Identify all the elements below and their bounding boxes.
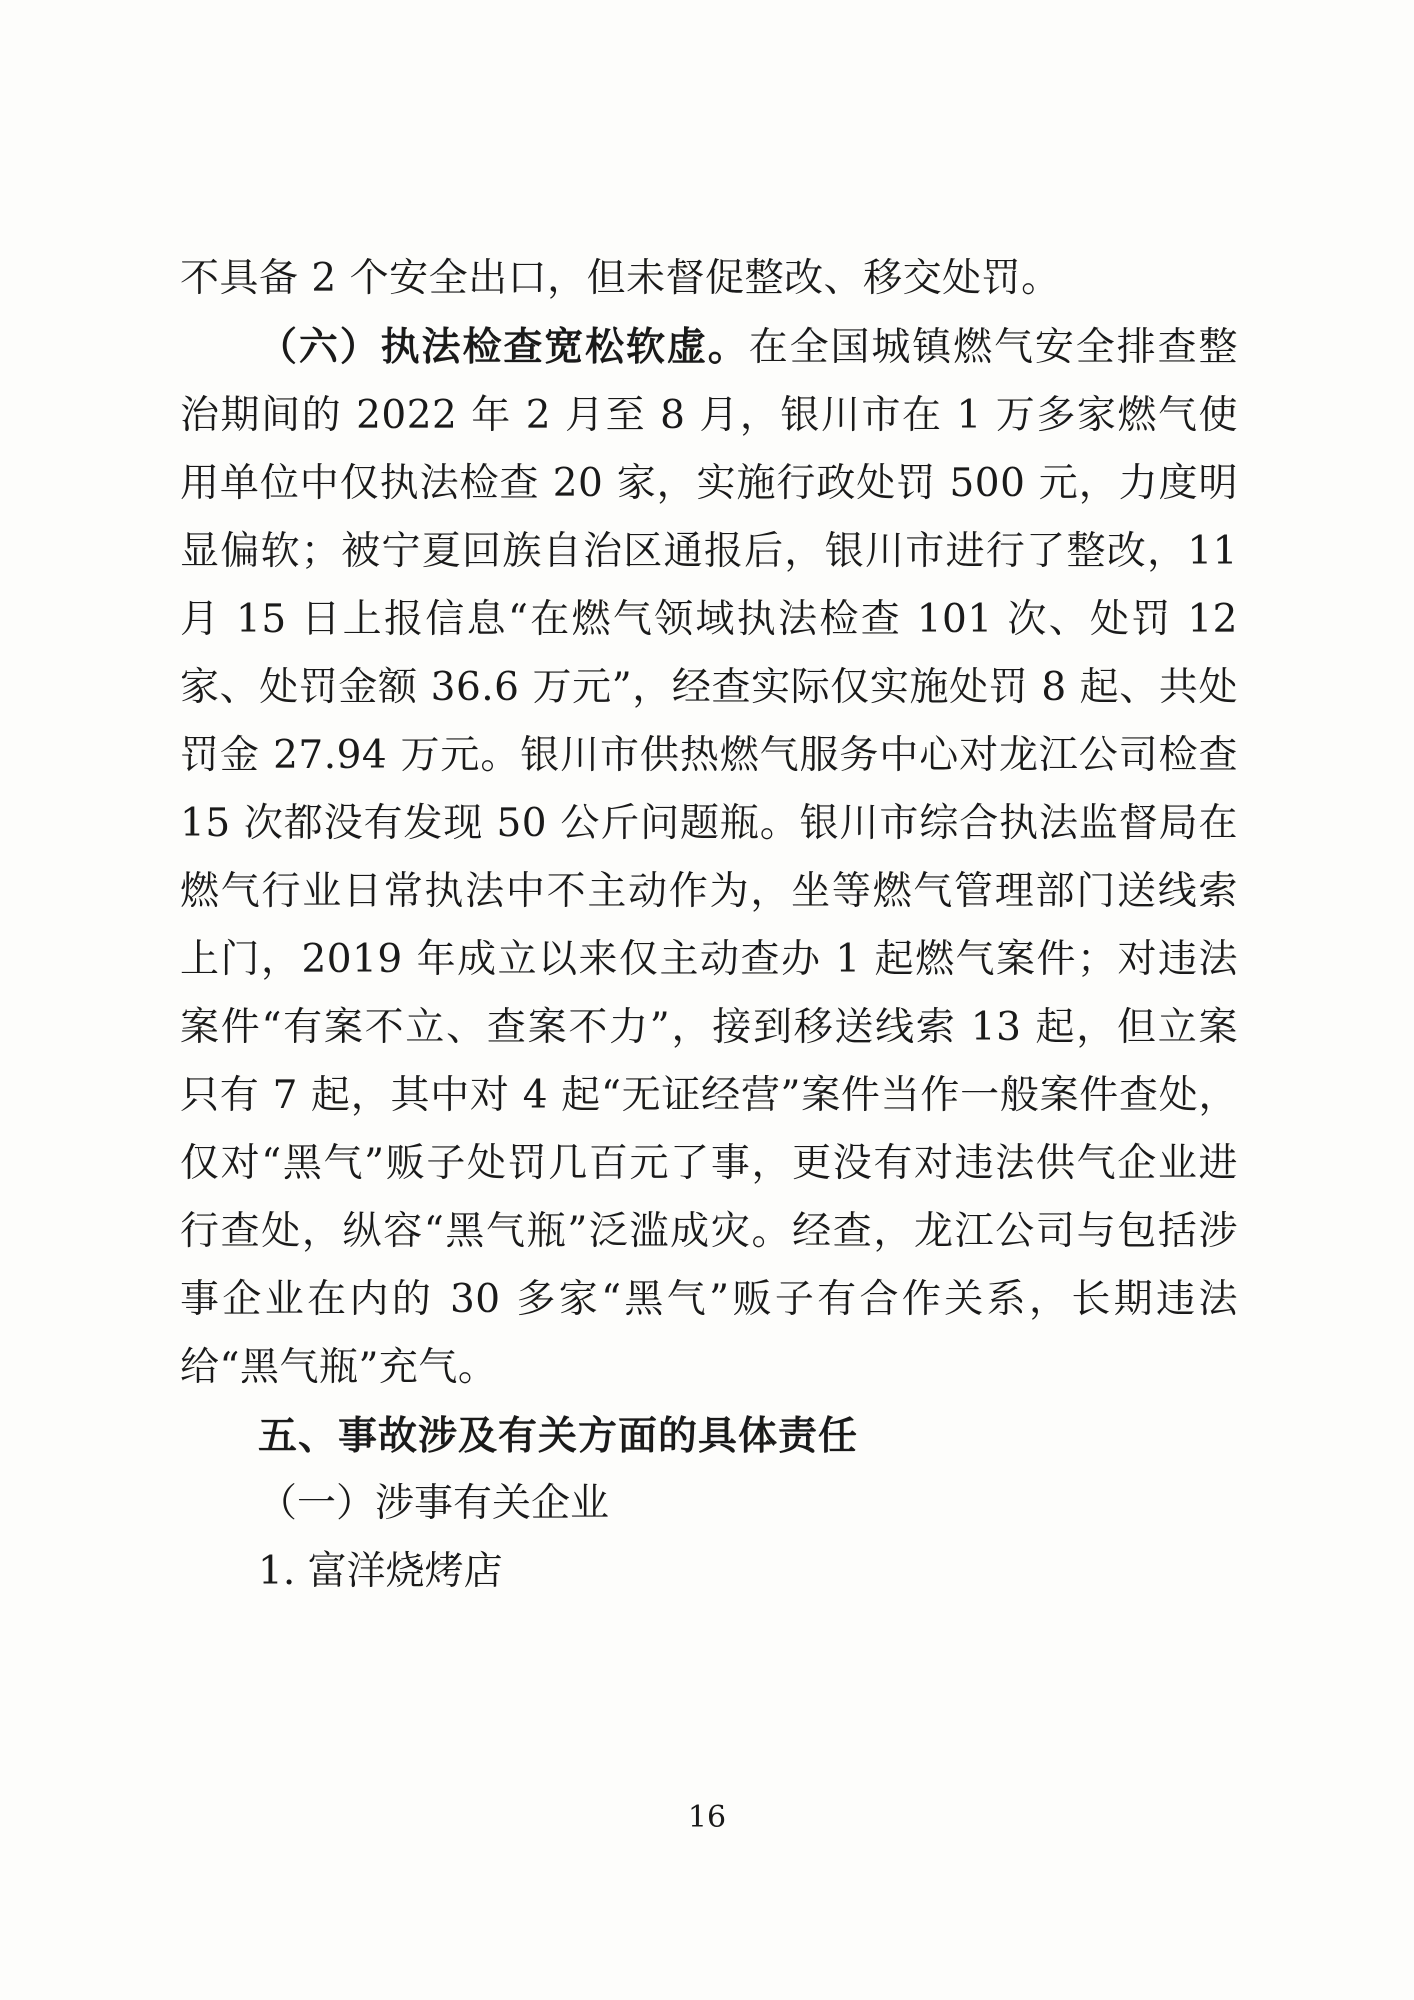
page-number: 16	[687, 1800, 727, 1835]
section-heading-five: 五、事故涉及有关方面的具体责任	[258, 1413, 859, 1459]
paragraph-section-six-body: 在全国城镇燃气安全排查整治期间的 2022 年 2 月至 8 月，银川市在 1 万多家燃气使用单位中仅执法检查 20 家，实施行政处罚 500 元，力度明显偏软；被宁夏回族自治区通报后，银川市进行了整改，11 月 15 日上报信息“在燃气领域执法检查 101 次、处罚 12 家、处罚金额 36.6 万元”，经查实际仅实施处罚 8 起、共处罚金 27.94 万元。银川市供热燃气服务中心对龙江公司检查 15 次都没有发现 50 公斤问题瓶。银川市综合执法监督局在燃气行业日常执法中不主动作为，坐等燃气管理部门送线索上门，2019 年成立以来仅主动查办 1 起燃气案件；对违法案件“有案不立、查案不力”，接到移送线索 13 起，但立案只有 7 起，其中对 4 起“无证经营”案件当作一般案件查处，仅对“黑气”贩子处罚几百元了事，更没有对违法供气企业进行查处，纵容“黑气瓶”泛滥成灾。经查，龙江公司与包括涉事企业在内的 30 多家“黑气”贩子有合作关系，长期违法给“黑气瓶”充气。	[180, 325, 1238, 1390]
list-item: 1. 富洋烧烤店	[258, 1549, 503, 1594]
subsection-heading-one: （一）涉事有关企业	[258, 1481, 610, 1526]
paragraph-section-six	[180, 313, 1238, 1402]
page-content	[180, 245, 1238, 1606]
paragraph-section-six-lead: （六）执法检查宽松软虚。	[258, 324, 749, 370]
paragraph-continued: 不具备 2 个安全出口，但未督促整改、移交处罚。	[180, 256, 1061, 301]
